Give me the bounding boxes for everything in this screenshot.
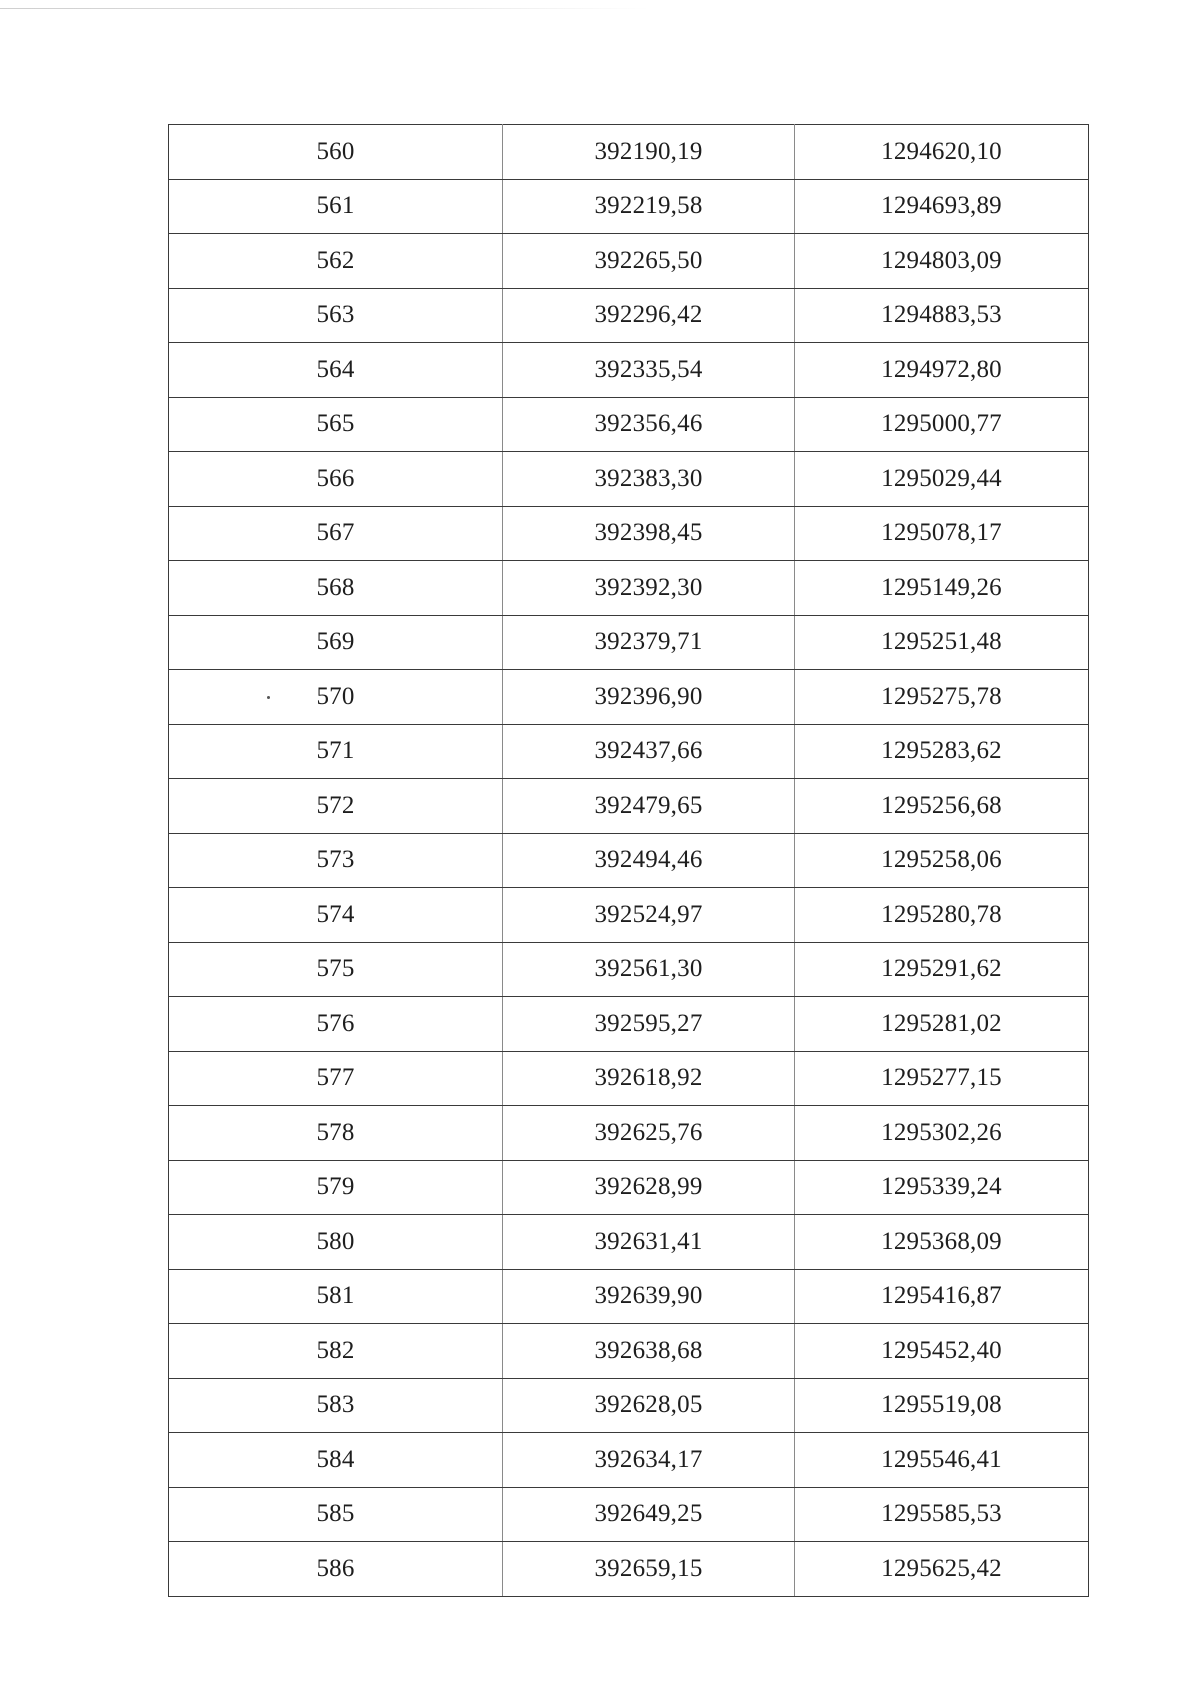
scan-speck (267, 696, 270, 699)
x-coordinate-cell: 392356,46 (503, 397, 795, 452)
point-number-cell: 562 (169, 234, 503, 289)
table-row (169, 833, 1089, 888)
x-coordinate-cell: 392437,66 (503, 724, 795, 779)
scan-edge-line (0, 8, 650, 9)
table-row (169, 779, 1089, 834)
point-number-cell: 572 (169, 779, 503, 834)
point-number-cell: 575 (169, 942, 503, 997)
y-coordinate-cell: 1295585,53 (795, 1487, 1089, 1542)
point-number-cell: 583 (169, 1378, 503, 1433)
x-coordinate-cell: 392392,30 (503, 561, 795, 616)
table-row (169, 506, 1089, 561)
point-number-cell: 567 (169, 506, 503, 561)
y-coordinate-cell: 1294693,89 (795, 179, 1089, 234)
table-row (169, 561, 1089, 616)
x-coordinate-cell: 392595,27 (503, 997, 795, 1052)
x-coordinate-cell: 392398,45 (503, 506, 795, 561)
point-number-cell: 569 (169, 615, 503, 670)
table-row (169, 1106, 1089, 1161)
table-row (169, 452, 1089, 507)
y-coordinate-cell: 1294803,09 (795, 234, 1089, 289)
table-row (169, 288, 1089, 343)
y-coordinate-cell: 1295302,26 (795, 1106, 1089, 1161)
point-number-cell: 563 (169, 288, 503, 343)
table-row (169, 888, 1089, 943)
x-coordinate-cell: 392659,15 (503, 1542, 795, 1597)
coordinates-table (168, 124, 1089, 1597)
y-coordinate-cell: 1295078,17 (795, 506, 1089, 561)
point-number-cell: 571 (169, 724, 503, 779)
x-coordinate-cell: 392265,50 (503, 234, 795, 289)
x-coordinate-cell: 392631,41 (503, 1215, 795, 1270)
point-number-cell: 582 (169, 1324, 503, 1379)
table-row (169, 1433, 1089, 1488)
table-row (169, 397, 1089, 452)
table-row (169, 1051, 1089, 1106)
x-coordinate-cell: 392494,46 (503, 833, 795, 888)
x-coordinate-cell: 392649,25 (503, 1487, 795, 1542)
x-coordinate-cell: 392561,30 (503, 942, 795, 997)
coordinates-table-body (169, 125, 1089, 1597)
x-coordinate-cell: 392383,30 (503, 452, 795, 507)
point-number-cell: 579 (169, 1160, 503, 1215)
x-coordinate-cell: 392379,71 (503, 615, 795, 670)
table-row (169, 343, 1089, 398)
y-coordinate-cell: 1295258,06 (795, 833, 1089, 888)
point-number-cell: 585 (169, 1487, 503, 1542)
x-coordinate-cell: 392190,19 (503, 125, 795, 180)
y-coordinate-cell: 1295000,77 (795, 397, 1089, 452)
x-coordinate-cell: 392335,54 (503, 343, 795, 398)
table-row (169, 1487, 1089, 1542)
table-row (169, 1160, 1089, 1215)
x-coordinate-cell: 392634,17 (503, 1433, 795, 1488)
x-coordinate-cell: 392396,90 (503, 670, 795, 725)
x-coordinate-cell: 392628,99 (503, 1160, 795, 1215)
table-row (169, 997, 1089, 1052)
y-coordinate-cell: 1295275,78 (795, 670, 1089, 725)
table-row (169, 615, 1089, 670)
y-coordinate-cell: 1295256,68 (795, 779, 1089, 834)
point-number-cell: 561 (169, 179, 503, 234)
x-coordinate-cell: 392628,05 (503, 1378, 795, 1433)
y-coordinate-cell: 1295281,02 (795, 997, 1089, 1052)
y-coordinate-cell: 1294883,53 (795, 288, 1089, 343)
x-coordinate-cell: 392524,97 (503, 888, 795, 943)
table-row (169, 670, 1089, 725)
y-coordinate-cell: 1295277,15 (795, 1051, 1089, 1106)
table-row (169, 125, 1089, 180)
point-number-cell: 574 (169, 888, 503, 943)
y-coordinate-cell: 1294972,80 (795, 343, 1089, 398)
y-coordinate-cell: 1295283,62 (795, 724, 1089, 779)
x-coordinate-cell: 392219,58 (503, 179, 795, 234)
point-number-cell: 586 (169, 1542, 503, 1597)
point-number-cell: 566 (169, 452, 503, 507)
point-number-cell: 564 (169, 343, 503, 398)
x-coordinate-cell: 392639,90 (503, 1269, 795, 1324)
point-number-cell: 578 (169, 1106, 503, 1161)
point-number-cell: 581 (169, 1269, 503, 1324)
y-coordinate-cell: 1295452,40 (795, 1324, 1089, 1379)
x-coordinate-cell: 392638,68 (503, 1324, 795, 1379)
table-row (169, 1378, 1089, 1433)
y-coordinate-cell: 1295368,09 (795, 1215, 1089, 1270)
point-number-cell: 576 (169, 997, 503, 1052)
y-coordinate-cell: 1295251,48 (795, 615, 1089, 670)
y-coordinate-cell: 1295416,87 (795, 1269, 1089, 1324)
table-row (169, 1215, 1089, 1270)
x-coordinate-cell: 392296,42 (503, 288, 795, 343)
point-number-cell: 577 (169, 1051, 503, 1106)
point-number-cell: 560 (169, 125, 503, 180)
y-coordinate-cell: 1295339,24 (795, 1160, 1089, 1215)
y-coordinate-cell: 1295519,08 (795, 1378, 1089, 1433)
y-coordinate-cell: 1295291,62 (795, 942, 1089, 997)
point-number-cell: 565 (169, 397, 503, 452)
point-number-cell: 580 (169, 1215, 503, 1270)
y-coordinate-cell: 1295280,78 (795, 888, 1089, 943)
table-row (169, 1269, 1089, 1324)
table-row (169, 1542, 1089, 1597)
table-row (169, 234, 1089, 289)
x-coordinate-cell: 392618,92 (503, 1051, 795, 1106)
y-coordinate-cell: 1295625,42 (795, 1542, 1089, 1597)
table-row (169, 724, 1089, 779)
x-coordinate-cell: 392625,76 (503, 1106, 795, 1161)
x-coordinate-cell: 392479,65 (503, 779, 795, 834)
point-number-cell: 573 (169, 833, 503, 888)
table-row (169, 1324, 1089, 1379)
table-row (169, 942, 1089, 997)
point-number-cell: 584 (169, 1433, 503, 1488)
y-coordinate-cell: 1295546,41 (795, 1433, 1089, 1488)
y-coordinate-cell: 1295029,44 (795, 452, 1089, 507)
point-number-cell: 570 (169, 670, 503, 725)
y-coordinate-cell: 1295149,26 (795, 561, 1089, 616)
point-number-cell: 568 (169, 561, 503, 616)
table-row (169, 179, 1089, 234)
y-coordinate-cell: 1294620,10 (795, 125, 1089, 180)
